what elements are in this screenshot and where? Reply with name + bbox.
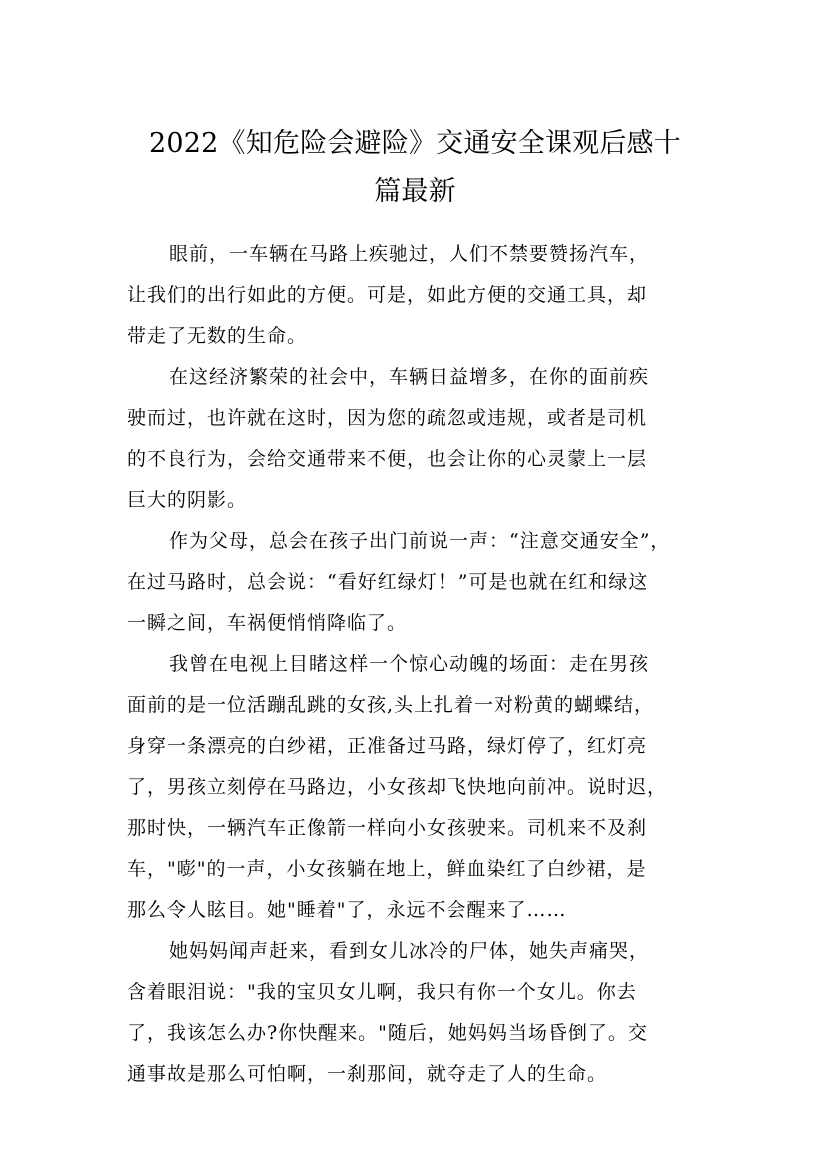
- paragraph-line: 眼前，一车辆在马路上疾驰过，人们不禁要赞扬汽车，: [169, 243, 650, 265]
- paragraph-line: 那么令人眩目。她"睡着"了，永远不会醒来了……: [127, 899, 567, 921]
- paragraph-line: 在过马路时，总会说：“看好红绿灯！”可是也就在红和绿这: [127, 571, 649, 593]
- paragraph-line: 身穿一条漂亮的白纱裙，正准备过马路，绿灯停了，红灯亮: [127, 735, 648, 757]
- paragraph-3: [127, 521, 702, 644]
- paragraph-line: 让我们的出行如此的方便。可是，如此方便的交通工具，却: [127, 284, 648, 306]
- paragraph-line: 驶而过，也许就在这时，因为您的疏忽或违规，或者是司机: [127, 407, 648, 429]
- document-title: [115, 120, 715, 216]
- paragraph-line: 作为父母，总会在孩子出门前说一声：“注意交通安全”，: [169, 530, 671, 552]
- paragraph-line: 通事故是那么可怕啊，一刹那间，就夺走了人的生命。: [127, 1063, 608, 1085]
- paragraph-line: 含着眼泪说："我的宝贝女儿啊，我只有你一个女儿。你去: [127, 981, 637, 1003]
- paragraph-line: 带走了无数的生命。: [127, 325, 308, 347]
- paragraph-line: 一瞬之间，车祸便悄悄降临了。: [127, 612, 408, 634]
- paragraph-line: 在这经济繁荣的社会中，车辆日益增多，在你的面前疾: [169, 366, 650, 388]
- paragraph-line: 了，男孩立刻停在马路边，小女孩却飞快地向前冲。说时迟，: [127, 776, 668, 798]
- paragraph-1: [127, 234, 702, 357]
- title-line: 篇最新: [374, 176, 456, 208]
- paragraph-4: [127, 644, 702, 931]
- paragraph-line: 巨大的阴影。: [127, 489, 248, 511]
- paragraph-line: 面前的是一位活蹦乱跳的女孩,头上扎着一对粉黄的蝴蝶结，: [127, 694, 655, 716]
- paragraph-5: [127, 931, 702, 1095]
- paragraph-line: 我曾在电视上目睹这样一个惊心动魄的场面：走在男孩: [169, 653, 650, 675]
- paragraph-line: 的不良行为，会给交通带来不便，也会让你的心灵蒙上一层: [127, 448, 648, 470]
- paragraph-line: 她妈妈闻声赶来，看到女儿冰冷的尸体，她失声痛哭，: [169, 940, 650, 962]
- document-body: [127, 234, 702, 1095]
- title-line: 2022《知危险会避险》交通安全课观后感十: [149, 128, 681, 160]
- paragraph-2: [127, 357, 702, 521]
- paragraph-line: 了，我该怎么办?你快醒来。"随后，她妈妈当场昏倒了。交: [127, 1022, 648, 1044]
- paragraph-line: 车，"嘭"的一声，小女孩躺在地上，鲜血染红了白纱裙，是: [127, 858, 647, 880]
- paragraph-line: 那时快，一辆汽车正像箭一样向小女孩驶来。司机来不及刹: [127, 817, 648, 839]
